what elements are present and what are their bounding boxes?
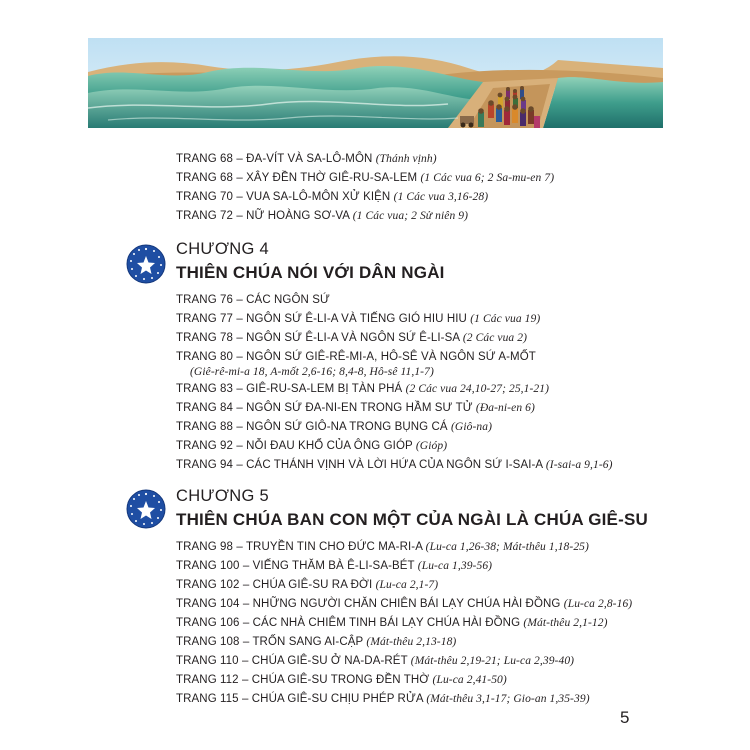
toc-entry[interactable]: TRANG 84 – NGÔN SỨ ĐA-NI-EN TRONG HẦM SƯ TỬ (Đa-ni-en 6) xyxy=(176,402,535,414)
toc-page: TRANG 80 xyxy=(176,351,234,363)
toc-ref: (Giô-na) xyxy=(450,421,493,433)
toc-title: CHÚA GIÊ-SU CHỊU PHÉP RỬA xyxy=(251,693,424,705)
toc-ref: (1 Các vua; 2 Sử niên 9) xyxy=(352,210,469,222)
toc-ref: (2 Các vua 2) xyxy=(462,332,528,344)
toc-title: XÂY ĐỀN THỜ GIÊ-RU-SA-LEM xyxy=(246,172,418,184)
toc-title: CÁC NGÔN SỨ xyxy=(246,294,330,306)
toc-ref: (1 Các vua 6; 2 Sa-mu-en 7) xyxy=(420,172,555,184)
toc-ref: (Lu-ca 2,1-7) xyxy=(375,579,439,591)
toc-title: NGÔN SỨ GIÔ-NA TRONG BỤNG CÁ xyxy=(246,421,448,433)
toc-title: CÁC THÁNH VỊNH VÀ LỜI HỨA CỦA NGÔN SỨ I-SAI-A xyxy=(246,459,543,471)
toc-title: CHÚA GIÊ-SU RA ĐỜI xyxy=(252,579,373,591)
toc-ref: (Giê-rê-mi-a 18, A-mốt 2,6-16; 8,4-8, Hô-sê 11,1-7) xyxy=(190,366,434,378)
toc-title: VIẾNG THĂM BÀ Ê-LI-SA-BÉT xyxy=(252,560,415,572)
toc-entry[interactable]: TRANG 106 – CÁC NHÀ CHIÊM TINH BÁI LẠY CHÚA HÀI ĐỒNG (Mát-thêu 2,1-12) xyxy=(176,617,608,629)
toc-ref: (2 Các vua 24,10-27; 25,1-21) xyxy=(405,383,550,395)
chapter-5-title: THIÊN CHÚA BAN CON MỘT CỦA NGÀI LÀ CHÚA GIÊ-SU xyxy=(176,510,648,529)
toc-page: TRANG 72 xyxy=(176,210,234,222)
toc-entry[interactable]: TRANG 77 – NGÔN SỨ Ê-LI-A VÀ TIẾNG GIÓ HIU HIU (1 Các vua 19) xyxy=(176,313,541,325)
toc-page: TRANG 112 xyxy=(176,674,239,686)
chapter-4-title: THIÊN CHÚA NÓI VỚI DÂN NGÀI xyxy=(176,263,445,282)
toc-title: NGÔN SỨ ĐA-NI-EN TRONG HẦM SƯ TỬ xyxy=(246,402,473,414)
toc-entry[interactable]: TRANG 83 – GIÊ-RU-SA-LEM BỊ TÀN PHÁ (2 Các vua 24,10-27; 25,1-21) xyxy=(176,383,550,395)
toc-ref: (1 Các vua 3,16-28) xyxy=(393,191,489,203)
toc-title: ĐA-VÍT VÀ SA-LÔ-MÔN xyxy=(246,153,373,165)
toc-entry[interactable]: TRANG 80 – NGÔN SỨ GIÊ-RÊ-MI-A, HÔ-SÊ VÀ NGÔN SỨ A-MỐT xyxy=(176,351,536,363)
toc-page: TRANG 102 xyxy=(176,579,240,591)
toc-entry[interactable]: TRANG 115 – CHÚA GIÊ-SU CHỊU PHÉP RỬA (Mát-thêu 3,1-17; Gio-an 1,35-39) xyxy=(176,693,590,705)
star-icon xyxy=(125,243,167,285)
chapter-4-label: CHƯƠNG 4 xyxy=(176,240,269,258)
toc-entry[interactable]: TRANG 108 – TRỐN SANG AI-CẬP (Mát-thêu 2,13-18) xyxy=(176,636,457,648)
page-number: 5 xyxy=(620,708,630,727)
toc-ref: (1 Các vua 19) xyxy=(470,313,541,325)
toc-ref: (Lu-ca 1,26-38; Mát-thêu 1,18-25) xyxy=(425,541,589,553)
toc-page: TRANG 110 xyxy=(176,655,239,667)
toc-page: TRANG 68 xyxy=(176,172,234,184)
toc-entry[interactable]: TRANG 76 – CÁC NGÔN SỨ xyxy=(176,294,330,306)
toc-entry[interactable]: TRANG 104 – NHỮNG NGƯỜI CHĂN CHIÊN BÁI LẠY CHÚA HÀI ĐỒNG (Lu-ca 2,8-16) xyxy=(176,598,633,610)
toc-page: TRANG 98 xyxy=(176,541,234,553)
toc-title: GIÊ-RU-SA-LEM BỊ TÀN PHÁ xyxy=(246,383,403,395)
toc-title: NGÔN SỨ Ê-LI-A VÀ NGÔN SỨ Ê-LI-SA xyxy=(246,332,460,344)
toc-ref: (Mát-thêu 2,13-18) xyxy=(366,636,457,648)
toc-page: TRANG 100 xyxy=(176,560,240,572)
toc-page: TRANG 70 xyxy=(176,191,234,203)
toc-page: TRANG 84 xyxy=(176,402,234,414)
header-illustration xyxy=(88,38,663,128)
toc-page: TRANG 92 xyxy=(176,440,234,452)
toc-title: CHÚA GIÊ-SU Ở NA-DA-RÉT xyxy=(251,655,408,667)
toc-page: TRANG 115 xyxy=(176,693,239,705)
toc-page: TRANG 76 xyxy=(176,294,234,306)
toc-entry[interactable]: TRANG 70 – VUA SA-LÔ-MÔN XỬ KIỆN (1 Các vua 3,16-28) xyxy=(176,191,489,203)
toc-title: CHÚA GIÊ-SU TRONG ĐỀN THỜ xyxy=(251,674,430,686)
toc-title: VUA SA-LÔ-MÔN XỬ KIỆN xyxy=(246,191,391,203)
toc-entry[interactable]: TRANG 72 – NỮ HOÀNG SƠ-VA (1 Các vua; 2 Sử niên 9) xyxy=(176,210,469,222)
toc-ref: (Lu-ca 1,39-56) xyxy=(417,560,493,572)
toc-ref: (Thánh vịnh) xyxy=(375,153,437,165)
toc-page: TRANG 77 xyxy=(176,313,234,325)
toc-page: TRANG 94 xyxy=(176,459,234,471)
toc-page: TRANG 78 xyxy=(176,332,234,344)
chapter-5-label: CHƯƠNG 5 xyxy=(176,487,269,505)
toc-title: CÁC NHÀ CHIÊM TINH BÁI LẠY CHÚA HÀI ĐỒNG xyxy=(252,617,521,629)
toc-title: NỮ HOÀNG SƠ-VA xyxy=(246,210,350,222)
toc-title: NỖI ĐAU KHỔ CỦA ÔNG GIÓP xyxy=(246,440,413,452)
star-icon xyxy=(125,488,167,530)
toc-ref: (Đa-ni-en 6) xyxy=(475,402,535,414)
toc-ref: (Mát-thêu 3,1-17; Gio-an 1,35-39) xyxy=(426,693,590,705)
toc-page: TRANG 68 xyxy=(176,153,234,165)
toc-entry[interactable]: TRANG 102 – CHÚA GIÊ-SU RA ĐỜI (Lu-ca 2,1-7) xyxy=(176,579,439,591)
toc-ref: (I-sai-a 9,1-6) xyxy=(545,459,613,471)
toc-entry[interactable]: TRANG 78 – NGÔN SỨ Ê-LI-A VÀ NGÔN SỨ Ê-LI-SA (2 Các vua 2) xyxy=(176,332,528,344)
toc-entry[interactable]: TRANG 94 – CÁC THÁNH VỊNH VÀ LỜI HỨA CỦA NGÔN SỨ I-SAI-A (I-sai-a 9,1-6) xyxy=(176,459,613,471)
toc-entry[interactable]: TRANG 100 – VIẾNG THĂM BÀ Ê-LI-SA-BÉT (Lu-ca 1,39-56) xyxy=(176,560,493,572)
toc-page: TRANG 88 xyxy=(176,421,234,433)
toc-title: NHỮNG NGƯỜI CHĂN CHIÊN BÁI LẠY CHÚA HÀI ĐỒNG xyxy=(252,598,561,610)
toc-entry-continued xyxy=(190,365,434,380)
toc-ref: (Mát-thêu 2,1-12) xyxy=(523,617,608,629)
toc-entry[interactable]: TRANG 112 – CHÚA GIÊ-SU TRONG ĐỀN THỜ (Lu-ca 2,41-50) xyxy=(176,674,507,686)
toc-entry[interactable]: TRANG 88 – NGÔN SỨ GIÔ-NA TRONG BỤNG CÁ (Giô-na) xyxy=(176,421,493,433)
toc-page: TRANG 106 xyxy=(176,617,240,629)
toc-page: TRANG 83 xyxy=(176,383,234,395)
toc-title: TRỐN SANG AI-CẬP xyxy=(252,636,364,648)
toc-entry[interactable]: TRANG 68 – XÂY ĐỀN THỜ GIÊ-RU-SA-LEM (1 Các vua 6; 2 Sa-mu-en 7) xyxy=(176,172,555,184)
toc-page: TRANG 104 xyxy=(176,598,240,610)
toc-page: TRANG 108 xyxy=(176,636,240,648)
toc-entry[interactable]: TRANG 110 – CHÚA GIÊ-SU Ở NA-DA-RÉT (Mát-thêu 2,19-21; Lu-ca 2,39-40) xyxy=(176,655,575,667)
toc-title: TRUYỀN TIN CHO ĐỨC MA-RI-A xyxy=(245,541,423,553)
toc-ref: (Lu-ca 2,41-50) xyxy=(432,674,507,686)
toc-ref: (Mát-thêu 2,19-21; Lu-ca 2,39-40) xyxy=(410,655,575,667)
toc-ref: (Lu-ca 2,8-16) xyxy=(563,598,633,610)
toc-entry[interactable]: TRANG 68 – ĐA-VÍT VÀ SA-LÔ-MÔN (Thánh vịnh) xyxy=(176,153,437,165)
toc-title: NGÔN SỨ Ê-LI-A VÀ TIẾNG GIÓ HIU HIU xyxy=(246,313,467,325)
toc-ref: (Gióp) xyxy=(415,440,448,452)
toc-entry[interactable]: TRANG 98 – TRUYỀN TIN CHO ĐỨC MA-RI-A (Lu-ca 1,26-38; Mát-thêu 1,18-25) xyxy=(176,541,589,553)
toc-title: NGÔN SỨ GIÊ-RÊ-MI-A, HÔ-SÊ VÀ NGÔN SỨ A-MỐT xyxy=(246,351,536,363)
toc-entry[interactable]: TRANG 92 – NỖI ĐAU KHỔ CỦA ÔNG GIÓP (Gióp) xyxy=(176,440,448,452)
